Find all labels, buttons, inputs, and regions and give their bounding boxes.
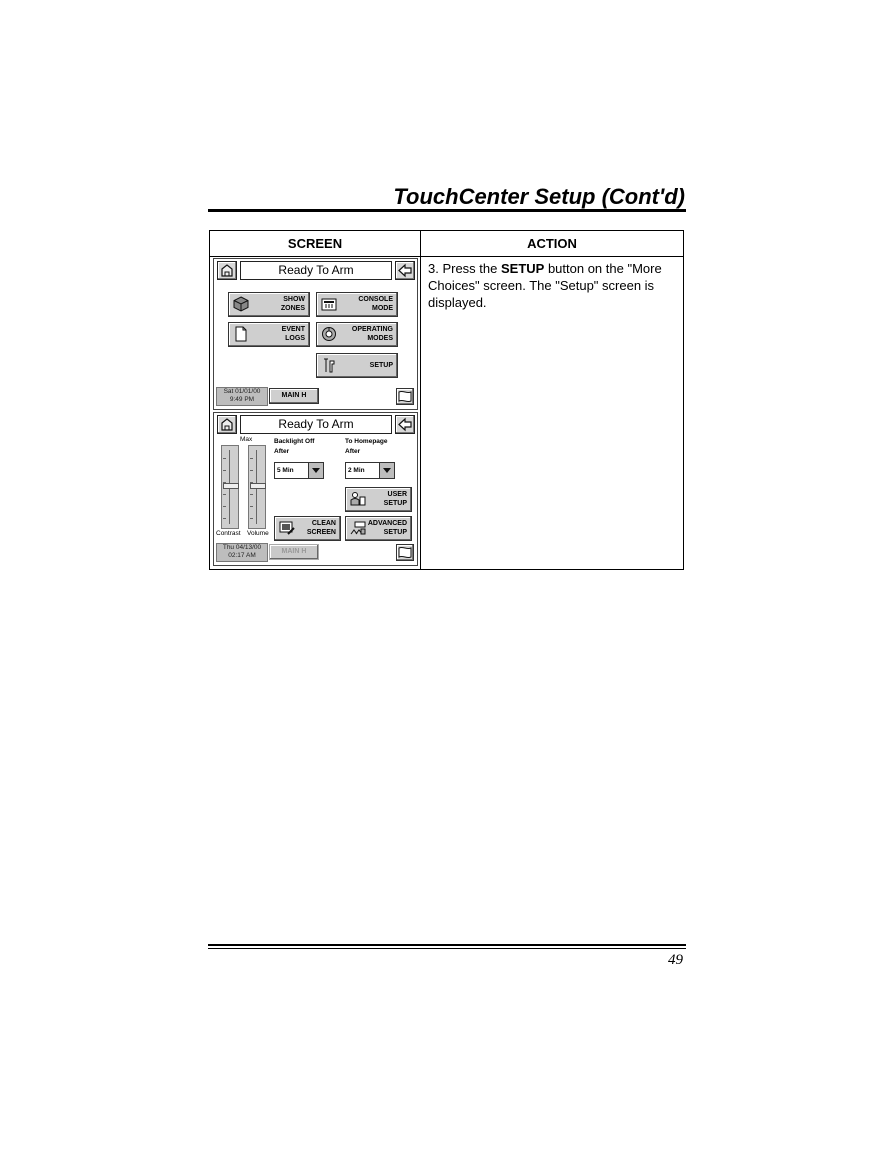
backlight-off-label: Backlight Off After — [274, 438, 315, 455]
clean-screen-icon — [279, 520, 295, 536]
message-icon[interactable] — [396, 388, 414, 405]
more-choices-screen — [213, 258, 418, 410]
action-step-text: 3. Press the SETUP button on the "More Choices" screen. The "Setup" screen is displayed. — [428, 261, 662, 310]
row-divider — [210, 256, 683, 257]
cube-icon — [233, 296, 249, 312]
back-arrow-icon[interactable] — [395, 415, 415, 434]
system-status-bar: Ready To Arm — [240, 415, 392, 434]
contrast-slider-thumb[interactable] — [223, 483, 239, 489]
advanced-tools-icon — [350, 520, 366, 536]
operating-modes-button[interactable]: OPERATING MODES — [316, 322, 398, 347]
backlight-off-dropdown[interactable]: 5 Min — [274, 462, 324, 479]
contrast-slider[interactable] — [221, 445, 239, 529]
main-menu-button[interactable]: MAIN H — [269, 388, 319, 404]
setup-screen — [213, 412, 418, 566]
user-setup-button[interactable]: USER SETUP — [345, 487, 412, 512]
clean-screen-button[interactable]: CLEAN SCREEN — [274, 516, 341, 541]
column-divider — [420, 231, 421, 569]
setup-button[interactable]: SETUP — [316, 353, 398, 378]
volume-slider[interactable] — [248, 445, 266, 529]
keypad-icon — [321, 296, 337, 312]
to-homepage-dropdown[interactable]: 2 Min — [345, 462, 395, 479]
modes-icon — [321, 326, 337, 342]
to-homepage-label: To Homepage After — [345, 438, 388, 455]
column-header-action: ACTION — [527, 236, 577, 251]
footer-rule — [208, 944, 686, 946]
date-time-display: Thu 04/13/00 02:17 AM — [216, 543, 268, 562]
date-time-display: Sat 01/01/00 9:49 PM — [216, 387, 268, 406]
message-icon[interactable] — [396, 544, 414, 561]
back-arrow-icon[interactable] — [395, 261, 415, 280]
system-status-bar: Ready To Arm — [240, 261, 392, 280]
footer-rule-thin — [208, 948, 686, 949]
show-zones-button[interactable]: SHOW ZONES — [228, 292, 310, 317]
home-icon[interactable] — [217, 415, 237, 434]
console-mode-button[interactable]: CONSOLE MODE — [316, 292, 398, 317]
contrast-label: Contrast — [216, 530, 241, 537]
instruction-table — [209, 230, 684, 570]
page-title: TouchCenter Setup (Cont'd) — [393, 184, 685, 209]
title-rule — [208, 209, 686, 212]
slider-max-label: Max — [240, 436, 253, 443]
chevron-down-icon[interactable] — [379, 463, 394, 478]
user-tools-icon — [350, 491, 366, 507]
event-logs-button[interactable]: EVENT LOGS — [228, 322, 310, 347]
tools-icon — [321, 357, 337, 373]
home-icon[interactable] — [217, 261, 237, 280]
column-header-screen: SCREEN — [287, 236, 343, 251]
volume-slider-thumb[interactable] — [250, 483, 266, 489]
main-menu-button[interactable]: MAIN H — [269, 544, 319, 560]
advanced-setup-button[interactable]: ADVANCED SETUP — [345, 516, 412, 541]
page-number: 49 — [668, 952, 683, 968]
document-icon — [233, 326, 249, 342]
volume-label: Volume — [247, 530, 269, 537]
chevron-down-icon[interactable] — [308, 463, 323, 478]
